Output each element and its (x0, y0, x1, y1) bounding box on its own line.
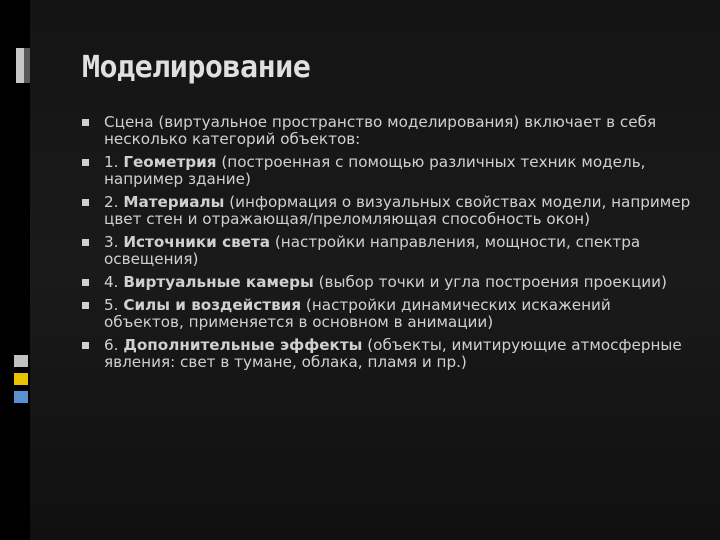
bullet-prefix: 5. (104, 296, 124, 314)
bullet-square-icon (82, 302, 89, 309)
bullet-text: (настройки направления, мощности, спектра освещения) (104, 233, 641, 268)
bullet-text: (выбор точки и угла построения проекции) (313, 273, 667, 291)
bullet-term: Дополнительные эффекты (123, 336, 363, 354)
bullet-term: Силы и воздействия (123, 296, 302, 314)
bullet-square-icon (82, 342, 89, 349)
bullet-square-icon (82, 239, 89, 246)
slide-title: Моделирование (82, 50, 311, 85)
side-color-marks (14, 355, 28, 409)
bullet-prefix: 4. (104, 273, 124, 291)
bullet-item (82, 114, 692, 148)
bullet-item (82, 234, 692, 268)
bullet-prefix: 1. (104, 153, 124, 171)
bullet-prefix: 3. (104, 233, 124, 251)
bullet-text: (информация о визуальных свойствах модели, например цвет стен и отражающая/преломляющая способность окон) (104, 193, 691, 228)
bullet-prefix: 6. (104, 336, 124, 354)
bullet-text: (объекты, имитирующие атмосферные явления: свет в тумане, облака, пламя и пр.) (104, 336, 682, 371)
bullet-item (82, 274, 692, 291)
bullet-text: (настройки динамических искажений объектов, применяется в основном в анимации) (104, 296, 611, 331)
bullet-item (82, 297, 692, 331)
bullet-square-icon (82, 159, 89, 166)
bullet-square-icon (82, 119, 89, 126)
bullet-item (82, 194, 692, 228)
bullet-term: Геометрия (123, 153, 217, 171)
title-accent-bar (16, 48, 24, 83)
bullet-square-icon (82, 279, 89, 286)
bullet-item (82, 154, 692, 188)
side-mark-yellow (14, 373, 28, 385)
bullet-prefix: 2. (104, 193, 124, 211)
bullet-list (82, 114, 692, 377)
bullet-term: Источники света (123, 233, 271, 251)
side-mark-gray (14, 355, 28, 367)
bullet-text: (построенная с помощью различных техник модель, например здание) (104, 153, 646, 188)
bullet-term: Виртуальные камеры (123, 273, 314, 291)
bullet-term: Материалы (123, 193, 225, 211)
bullet-square-icon (82, 199, 89, 206)
title-accent-bar-shadow (24, 48, 30, 83)
bullet-item (82, 337, 692, 371)
side-mark-blue (14, 391, 28, 403)
bullet-text: Сцена (виртуальное пространство моделирования) включает в себя несколько категорий объектов: (104, 113, 657, 148)
